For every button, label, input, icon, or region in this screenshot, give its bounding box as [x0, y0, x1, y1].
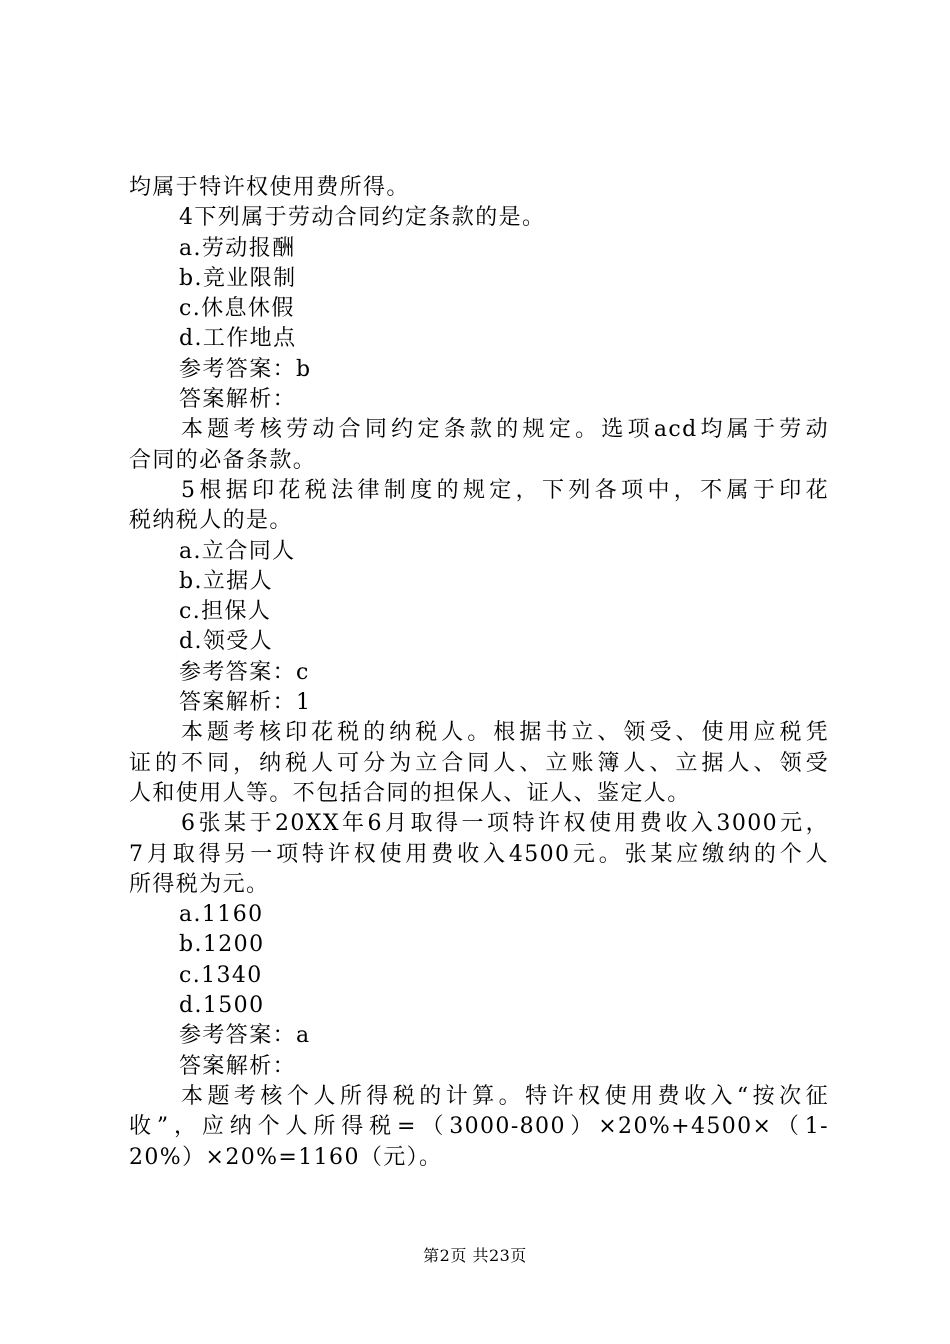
question-6-cont: 所得税为元。 — [129, 871, 270, 897]
question-5: 5根据印花税法律制度的规定，下列各项中，不属于印花 — [181, 477, 829, 503]
analysis-text: 收”，应纳个人所得税=（3000-800）×20%+4500×（1- — [129, 1114, 829, 1140]
option-d: d.领受人 — [179, 629, 274, 655]
question-5-cont: 税纳税人的是。 — [129, 508, 293, 534]
option-d: d.工作地点 — [179, 326, 297, 352]
option-a: a.劳动报酬 — [179, 235, 296, 261]
analysis-label: 答案解析： — [179, 1053, 297, 1079]
analysis-text: 人和使用人等。不包括合同的担保人、证人、鉴定人。 — [129, 780, 691, 806]
analysis-text: 本题考核印花税的纳税人。根据书立、领受、使用应税凭 — [181, 720, 829, 746]
answer: 参考答案：b — [179, 356, 312, 382]
option-d: d.1500 — [179, 993, 265, 1019]
option-b: b.立据人 — [179, 568, 274, 594]
answer: 参考答案：a — [179, 1023, 311, 1049]
option-a: a.立合同人 — [179, 538, 296, 564]
option-b: b.竞业限制 — [179, 265, 297, 291]
answer: 参考答案：c — [179, 659, 310, 685]
question-4: 4下列属于劳动合同约定条款的是。 — [179, 205, 546, 231]
analysis-text: 证的不同，纳税人可分为立合同人、立账簿人、立据人、领受 — [129, 750, 829, 776]
option-c: c.担保人 — [179, 599, 272, 625]
analysis-text: 本题考核劳动合同约定条款的规定。选项acd均属于劳动 — [181, 417, 829, 443]
question-6: 6张某于20XX年6月取得一项特许权使用费收入3000元， — [181, 811, 829, 837]
option-c: c.休息休假 — [179, 296, 295, 322]
option-c: c.1340 — [179, 962, 263, 988]
analysis-text: 合同的必备条款。 — [129, 447, 317, 473]
question-6-cont: 7月取得另一项特许权使用费收入4500元。张某应缴纳的个人 — [129, 841, 829, 867]
option-b: b.1200 — [179, 932, 265, 958]
analysis-text: 20%）×20%=1160（元）。 — [129, 1144, 443, 1170]
analysis-text: 本题考核个人所得税的计算。特许权使用费收入“按次征 — [181, 1083, 829, 1109]
option-a: a.1160 — [179, 902, 264, 928]
text-line: 均属于特许权使用费所得。 — [129, 175, 410, 200]
page-footer: 第2页 共23页 — [423, 1246, 527, 1265]
page-content — [129, 173, 829, 1173]
analysis-label: 答案解析： — [179, 387, 297, 413]
analysis-label: 答案解析：1 — [179, 690, 312, 716]
